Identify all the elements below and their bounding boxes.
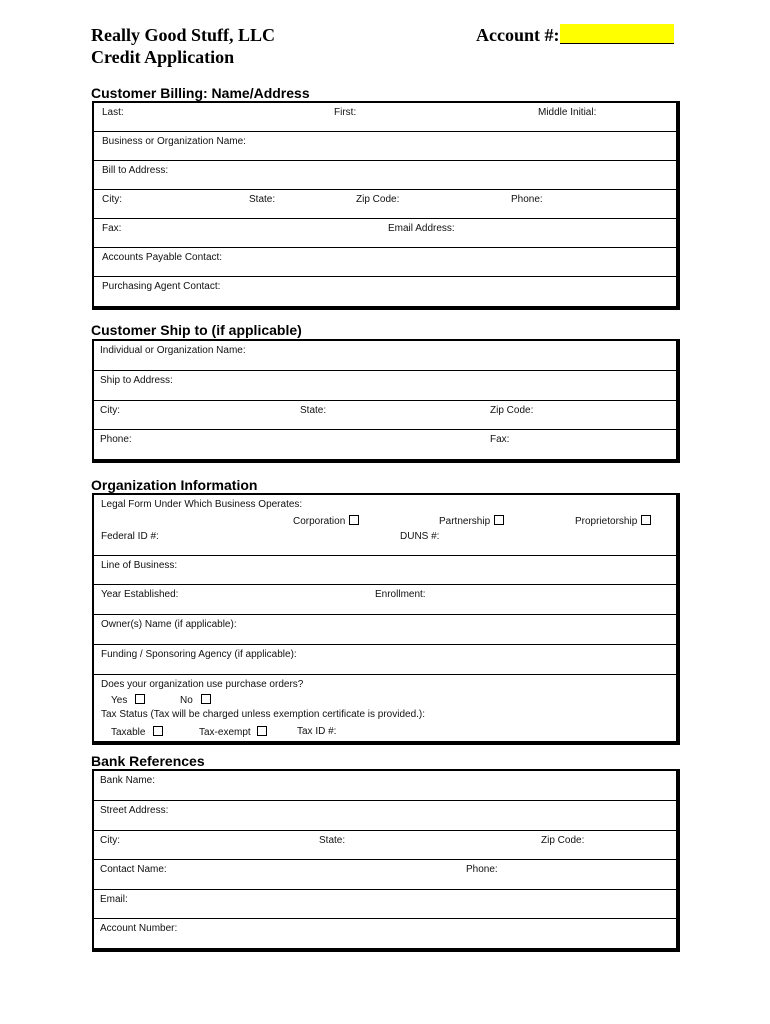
bank-email-row[interactable] bbox=[94, 890, 676, 919]
ship-state-label: State: bbox=[300, 405, 327, 416]
taxable-label: Taxable bbox=[111, 727, 146, 738]
bank-box bbox=[92, 769, 680, 952]
ship-name-row[interactable] bbox=[94, 341, 676, 371]
funding-agency-row[interactable] bbox=[94, 645, 676, 675]
bank-account-label: Account Number: bbox=[100, 923, 178, 934]
tax-id-label: Tax ID #: bbox=[297, 726, 337, 737]
bank-section-title: Bank References bbox=[91, 753, 205, 769]
ap-contact-row[interactable] bbox=[94, 248, 676, 277]
tax-exempt-option[interactable] bbox=[199, 726, 267, 738]
business-name-label: Business or Organization Name: bbox=[102, 136, 246, 147]
bank-street-row[interactable] bbox=[94, 801, 676, 831]
bank-contact-label: Contact Name: bbox=[100, 864, 167, 875]
business-name-row[interactable] bbox=[94, 132, 676, 161]
last-name-label: Last: bbox=[102, 107, 124, 118]
proprietorship-label: Proprietorship bbox=[575, 516, 638, 527]
taxable-checkbox[interactable] bbox=[153, 726, 163, 736]
purchase-orders-question: Does your organization use purchase orders? bbox=[101, 679, 304, 690]
legal-form-label: Legal Form Under Which Business Operates: bbox=[101, 499, 303, 510]
tax-exempt-checkbox[interactable] bbox=[257, 726, 267, 736]
ship-name-label: Individual or Organization Name: bbox=[100, 345, 246, 356]
ship-city-label: City: bbox=[100, 405, 120, 416]
bill-to-address-label: Bill to Address: bbox=[102, 165, 169, 176]
bank-city-label: City: bbox=[100, 835, 120, 846]
ship-zip-label: Zip Code: bbox=[490, 405, 534, 416]
proprietorship-checkbox[interactable] bbox=[641, 515, 651, 525]
ship-section-title: Customer Ship to (if applicable) bbox=[91, 322, 302, 338]
owners-label: Owner(s) Name (if applicable): bbox=[101, 619, 237, 630]
fax-label: Fax: bbox=[102, 223, 122, 234]
phone-label: Phone: bbox=[511, 194, 543, 205]
proprietorship-option[interactable] bbox=[575, 515, 651, 527]
corporation-option[interactable] bbox=[293, 515, 359, 527]
bank-state-label: State: bbox=[319, 835, 346, 846]
ship-phone-row[interactable] bbox=[94, 430, 676, 459]
bill-to-address-row[interactable] bbox=[94, 161, 676, 190]
org-section-title: Organization Information bbox=[91, 477, 258, 493]
billing-city-row[interactable] bbox=[94, 190, 676, 219]
po-no-checkbox[interactable] bbox=[201, 694, 211, 704]
first-name-label: First: bbox=[334, 107, 357, 118]
billing-fax-row[interactable] bbox=[94, 219, 676, 248]
federal-id-label: Federal ID #: bbox=[101, 531, 159, 542]
taxable-option[interactable] bbox=[111, 726, 163, 738]
billing-name-row[interactable] bbox=[94, 103, 676, 132]
year-established-row[interactable] bbox=[94, 585, 676, 615]
bank-name-row[interactable] bbox=[94, 771, 676, 801]
corporation-label: Corporation bbox=[293, 516, 346, 527]
line-of-business-row[interactable] bbox=[94, 556, 676, 585]
partnership-label: Partnership bbox=[439, 516, 491, 527]
ship-address-label: Ship to Address: bbox=[100, 375, 173, 386]
purchasing-agent-row[interactable] bbox=[94, 277, 676, 306]
legal-form-row bbox=[94, 495, 676, 556]
po-yes-checkbox[interactable] bbox=[135, 694, 145, 704]
bank-zip-label: Zip Code: bbox=[541, 835, 585, 846]
ship-address-row[interactable] bbox=[94, 371, 676, 401]
bank-phone-label: Phone: bbox=[466, 864, 498, 875]
year-established-label: Year Established: bbox=[101, 589, 179, 600]
email-address-label: Email Address: bbox=[388, 223, 455, 234]
ap-contact-label: Accounts Payable Contact: bbox=[102, 252, 223, 263]
partnership-checkbox[interactable] bbox=[494, 515, 504, 525]
org-box bbox=[92, 493, 680, 745]
account-number-field bbox=[476, 24, 674, 46]
billing-section-title: Customer Billing: Name/Address bbox=[91, 85, 310, 101]
ship-fax-label: Fax: bbox=[490, 434, 510, 445]
enrollment-label: Enrollment: bbox=[375, 589, 426, 600]
partnership-option[interactable] bbox=[439, 515, 504, 527]
bank-contact-row[interactable] bbox=[94, 860, 676, 890]
purchasing-agent-label: Purchasing Agent Contact: bbox=[102, 281, 221, 292]
po-no-label: No bbox=[180, 695, 193, 706]
funding-agency-label: Funding / Sponsoring Agency (if applicable): bbox=[101, 649, 297, 660]
ship-phone-label: Phone: bbox=[100, 434, 132, 445]
line-of-business-label: Line of Business: bbox=[101, 560, 178, 571]
tax-status-label: Tax Status (Tax will be charged unless exemption certificate is provided.): bbox=[101, 709, 426, 720]
account-label: Account #: bbox=[476, 25, 560, 45]
duns-label: DUNS #: bbox=[400, 531, 440, 542]
bank-account-row[interactable] bbox=[94, 919, 676, 948]
bank-city-row[interactable] bbox=[94, 831, 676, 860]
po-yes-label: Yes bbox=[111, 695, 128, 706]
po-yes-option[interactable] bbox=[111, 694, 145, 706]
document-title: Credit Application bbox=[91, 47, 235, 67]
bank-email-label: Email: bbox=[100, 894, 128, 905]
po-no-option[interactable] bbox=[180, 694, 211, 706]
state-label: State: bbox=[249, 194, 276, 205]
zip-code-label: Zip Code: bbox=[356, 194, 400, 205]
city-label: City: bbox=[102, 194, 122, 205]
ship-city-row[interactable] bbox=[94, 401, 676, 430]
bank-street-label: Street Address: bbox=[100, 805, 169, 816]
billing-box bbox=[92, 101, 680, 310]
owners-row[interactable] bbox=[94, 615, 676, 645]
bank-name-label: Bank Name: bbox=[100, 775, 156, 786]
ship-box bbox=[92, 339, 680, 463]
middle-initial-label: Middle Initial: bbox=[538, 107, 597, 118]
tax-exempt-label: Tax-exempt bbox=[199, 727, 251, 738]
company-name: Really Good Stuff, LLC bbox=[91, 25, 276, 45]
corporation-checkbox[interactable] bbox=[349, 515, 359, 525]
account-number-input[interactable] bbox=[560, 24, 674, 44]
purchase-orders-tax-row bbox=[94, 675, 676, 741]
